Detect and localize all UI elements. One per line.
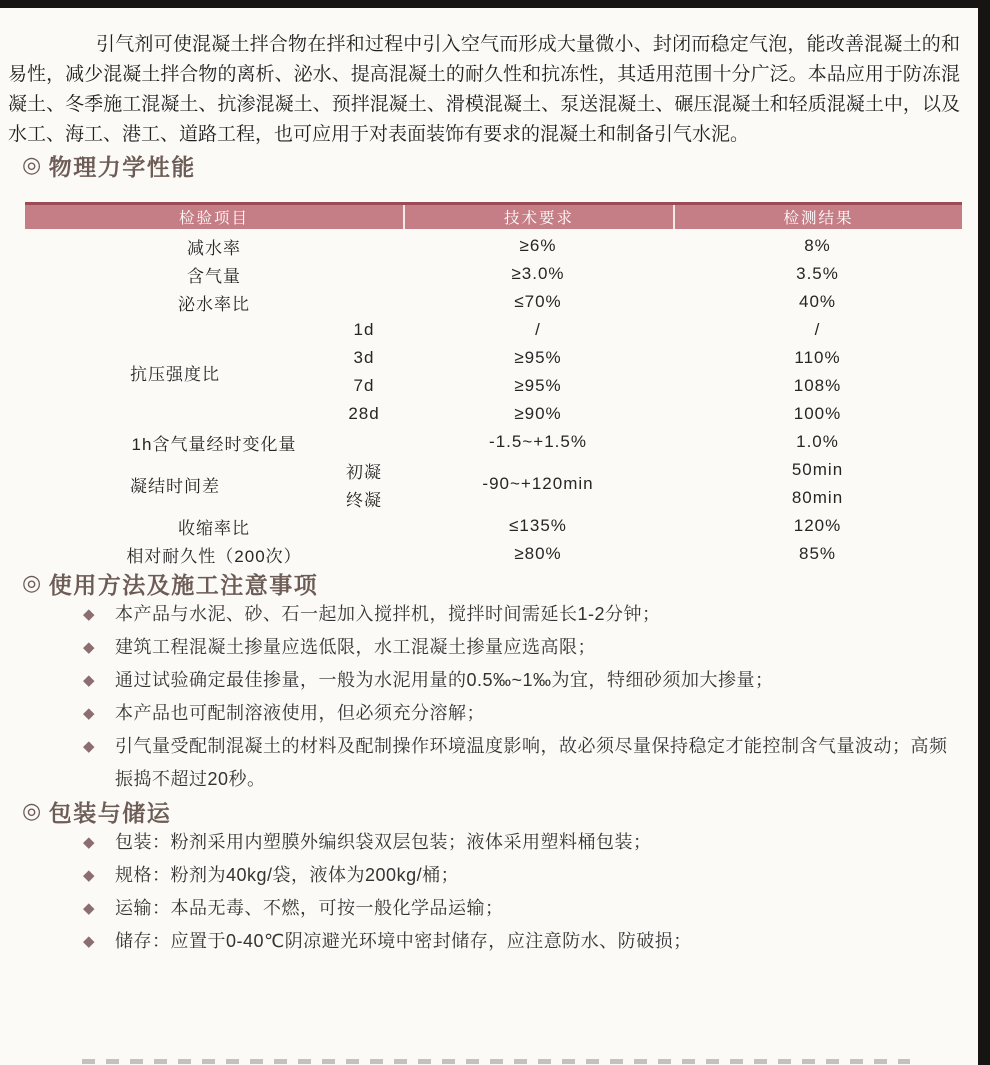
section-title-packing: 包装与储运 (48, 799, 172, 826)
packing-bullet-list (0, 826, 978, 958)
right-edge-bar (978, 0, 990, 1065)
table-cell-requirement: ≥95% (514, 376, 562, 395)
list-item (80, 664, 958, 697)
list-item-text: 本产品与水泥、砂、石一起加入搅拌机，搅拌时间需延长1-2分钟； (115, 604, 661, 624)
table-cell-result: 1.0% (796, 432, 839, 451)
table-cell-requirement: ≤135% (509, 516, 567, 535)
table-cell-requirement: ≥3.0% (511, 264, 565, 283)
table-cell-requirement: ≤70% (514, 292, 562, 311)
table-cell-item: 含气量 (187, 266, 241, 286)
list-item-text: 通过试验确定最佳掺量，一般为水泥用量的0.5‰~1‰为宜，特细砂须加大掺量； (115, 670, 774, 690)
table-cell-age: 1d (353, 320, 375, 339)
list-item (80, 826, 958, 859)
list-item-text: 规格：粉剂为40kg/袋，液体为200kg/桶； (115, 865, 460, 885)
table-cell-age: 28d (348, 404, 380, 423)
table-cell-result: 40% (798, 292, 837, 311)
section-heading-usage (22, 568, 978, 598)
table-cell-requirement: ≥80% (514, 544, 562, 563)
document-content (0, 8, 978, 958)
table-cell-item: 泌水率比 (178, 294, 250, 314)
table-cell-requirement: / (535, 320, 541, 339)
diamond-bullet-icon: ◆ (83, 738, 95, 755)
list-item-text: 本产品也可配制溶液使用，但必须充分溶解； (115, 703, 485, 723)
list-item (80, 925, 958, 958)
table-cell-result: 120% (793, 516, 842, 535)
list-item (80, 730, 958, 796)
table-cell-result: 80min (791, 488, 844, 507)
cutoff-text-sliver (82, 1059, 910, 1064)
table-cell-group-item: 凝结时间差 (130, 476, 220, 496)
section-marker-icon: ◎ (22, 152, 43, 177)
list-item-text: 运输：本品无毒、不燃，可按一般化学品运输； (115, 898, 504, 918)
table-cell-result: 85% (798, 544, 837, 563)
intro-paragraph: 引气剂可使混凝土拌合物在拌和过程中引入空气而形成大量微小、封闭而稳定气泡，能改善混凝土的和易性，减少混凝土拌合物的离析、泌水、提高混凝土的耐久性和抗冻性，其适用范围十分广泛。本品应用于防冻混凝土、冬季施工混凝土、抗渗混凝土、预拌混凝土、滑模混凝土、泵送混凝土、碾压混凝土和轻质混凝土中，以及水工、海工、港工、道路工程，也可应用于对表面装饰有要求的混凝土和制备引气水泥。 (8, 34, 960, 145)
table-cell-requirement: ≥95% (514, 348, 562, 367)
table-header-result: 检测结果 (673, 205, 962, 229)
table-cell-requirement: ≥90% (514, 404, 562, 423)
diamond-bullet-icon: ◆ (83, 672, 95, 689)
list-item-text: 储存：应置于0-40℃阴凉避光环境中密封储存，应注意防水、防破损； (115, 931, 692, 951)
properties-table (25, 202, 962, 568)
diamond-bullet-icon: ◆ (83, 705, 95, 722)
usage-bullet-list (0, 598, 978, 796)
section-title-usage: 使用方法及施工注意事项 (48, 571, 319, 598)
table-cell-requirement: ≥6% (519, 236, 557, 255)
table-cell-result: 100% (793, 404, 842, 423)
table-cell-requirement: -1.5~+1.5% (489, 432, 587, 451)
list-item (80, 631, 958, 664)
section-heading-physical (22, 150, 978, 180)
section-heading-packing (22, 796, 978, 826)
list-item (80, 859, 958, 892)
table-cell-requirement: -90~+120min (482, 474, 594, 493)
top-edge-bar (0, 0, 990, 8)
list-item-text: 包装：粉剂采用内塑膜外编织袋双层包装；液体采用塑料桶包装； (115, 832, 652, 852)
table-cell-age: 3d (353, 348, 375, 367)
diamond-bullet-icon: ◆ (83, 900, 95, 917)
table-cell-result: 3.5% (796, 264, 839, 283)
list-item-text: 引气量受配制混凝土的材料及配制操作环境温度影响，故必须尽量保持稳定才能控制含气量波动；高频振捣不超过20秒。 (115, 736, 948, 789)
list-item-text: 建筑工程混凝土掺量应选低限，水工混凝土掺量应选高限； (115, 637, 596, 657)
section-title-physical: 物理力学性能 (48, 153, 196, 180)
list-item (80, 892, 958, 925)
table-cell-group-item: 抗压强度比 (130, 364, 220, 384)
diamond-bullet-icon: ◆ (83, 834, 95, 851)
table-cell-result: 50min (791, 460, 844, 479)
table-cell-item: 相对耐久性（200次） (126, 546, 302, 566)
table-cell-result: 8% (804, 236, 831, 255)
table-header-row (25, 202, 962, 229)
table-cell-phase: 终凝 (346, 490, 382, 510)
list-item (80, 598, 958, 631)
section-marker-icon: ◎ (22, 798, 43, 823)
table-header-item: 检验项目 (178, 210, 249, 227)
table-cell-result: 108% (793, 376, 842, 395)
diamond-bullet-icon: ◆ (83, 606, 95, 623)
table-body (25, 232, 962, 568)
table-cell-result: / (814, 320, 821, 339)
list-item (80, 697, 958, 730)
table-cell-item: 收缩率比 (178, 518, 250, 538)
table-cell-item: 减水率 (187, 238, 241, 258)
table-cell-item: 1h含气量经时变化量 (131, 434, 297, 454)
table-cell-age: 7d (353, 376, 375, 395)
diamond-bullet-icon: ◆ (83, 933, 95, 950)
diamond-bullet-icon: ◆ (83, 867, 95, 884)
section-marker-icon: ◎ (22, 570, 43, 595)
diamond-bullet-icon: ◆ (83, 639, 95, 656)
table-header-requirement: 技术要求 (403, 205, 673, 229)
table-cell-result: 110% (794, 348, 841, 367)
table-cell-phase: 初凝 (346, 462, 382, 482)
